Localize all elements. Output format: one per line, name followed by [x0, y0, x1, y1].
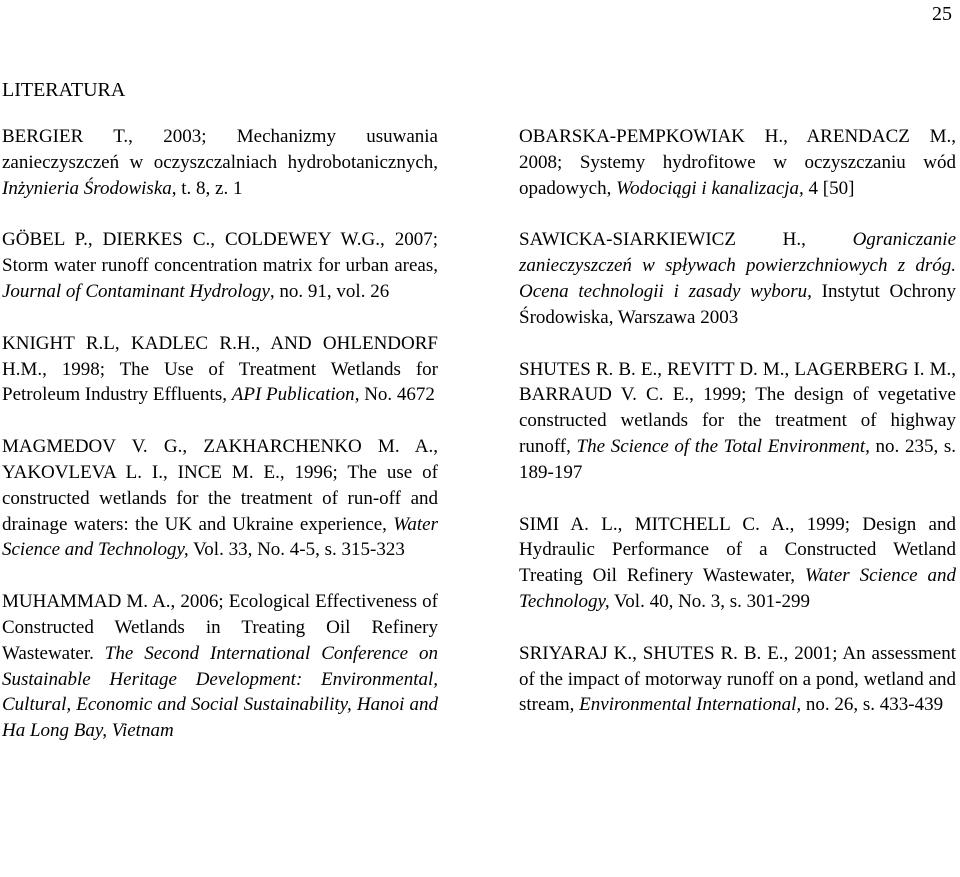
reference-authors: MUHAMMAD M. A., 2006; Ecological Effectiveness of Constructed Wetlands in Treating Oil Refinery Wastewater. [2, 591, 438, 664]
reference-details: , No. 4672 [354, 384, 435, 406]
right-column [519, 124, 956, 718]
reference-entry [2, 434, 438, 563]
reference-journal: The Second International Conference on Sustainable Heritage Development: Environmental, Cultural, Economic and Social Sustainability, Hanoi and Ha Long Bay, Vietnam [2, 642, 438, 742]
reference-entry [519, 124, 956, 201]
reference-details: Vol. 40, No. 3, s. 301-299 [609, 590, 811, 612]
reference-entry [519, 227, 956, 330]
reference-journal: Inżynieria Środowiska [2, 177, 172, 199]
reference-details: , no. 91, vol. 26 [269, 280, 390, 302]
reference-details: , t. 8, z. 1 [171, 177, 243, 199]
reference-authors: GÖBEL P., DIERKES C., COLDEWEY W.G., 2007; Storm water runoff concentration matrix for urban areas, [2, 229, 438, 277]
reference-journal: Ograniczanie zanieczyszczeń w spływach powierzchniowych z dróg. Ocena technologii i zasady wyboru, [519, 229, 956, 302]
reference-journal: API Publication [231, 384, 355, 406]
reference-entry [519, 512, 956, 615]
reference-journal: Wodociągi i kanalizacja, [616, 177, 804, 199]
left-column [2, 124, 438, 744]
reference-journal: The Science of the Total Environment, [576, 435, 870, 457]
reference-entry [2, 227, 438, 304]
reference-details: Instytut Ochrony Środowiska, Warszawa 2003 [519, 280, 956, 328]
reference-entry [2, 589, 438, 744]
reference-journal: Water Science and Technology, [2, 513, 438, 561]
reference-entry [2, 331, 438, 408]
reference-details: 4 [50] [803, 177, 855, 199]
reference-entry [519, 641, 956, 718]
reference-details: no. 235, s. 189-197 [519, 435, 956, 483]
reference-authors: OBARSKA-PEMPKOWIAK H., ARENDACZ M., 2008; Systemy hydrofitowe w oczyszczaniu wód opadowych, [519, 126, 956, 199]
reference-authors: SHUTES R. B. E., REVITT D. M., LAGERBERG I. M., BARRAUD V. C. E., 1999; The design of vegetative constructed wetlands for the treatment of highway runoff, [519, 358, 956, 457]
reference-authors: MAGMEDOV V. G., ZAKHARCHENKO M. A., YAKOVLEVA L. I., INCE M. E., 1996; The use of constructed wetlands for the treatment of run-off and drainage waters: the UK and Ukraine experience, [2, 436, 438, 535]
reference-journal: Environmental International, [579, 694, 802, 716]
reference-details: Vol. 33, No. 4-5, s. 315-323 [188, 539, 405, 561]
reference-authors: SRIYARAJ K., SHUTES R. B. E., 2001; An assessment of the impact of motorway runoff on a pond, wetland and stream, [519, 642, 956, 716]
reference-authors: KNIGHT R.L, KADLEC R.H., AND OHLENDORF H.M., 1998; The Use of Treatment Wetlands for Petroleum Industry Effluents, [2, 332, 438, 406]
reference-details: no. 26, s. 433-439 [801, 694, 944, 716]
section-heading: LITERATURA [2, 79, 126, 101]
reference-authors: SAWICKA-SIARKIEWICZ H., [519, 229, 853, 251]
reference-authors: SIMI A. L., MITCHELL C. A., 1999; Design and Hydraulic Performance of a Constructed Wetland Treating Oil Refinery Wastewater, [519, 513, 956, 587]
reference-entry [2, 124, 438, 201]
reference-authors: BERGIER T., 2003; Mechanizmy usuwania zanieczyszczeń w oczyszczalniach hydrobotanicznych, [2, 126, 438, 173]
reference-entry [519, 357, 956, 486]
reference-journal: Journal of Contaminant Hydrology [2, 280, 270, 302]
page-number: 25 [932, 3, 952, 25]
reference-journal: Water Science and Technology, [519, 565, 957, 612]
